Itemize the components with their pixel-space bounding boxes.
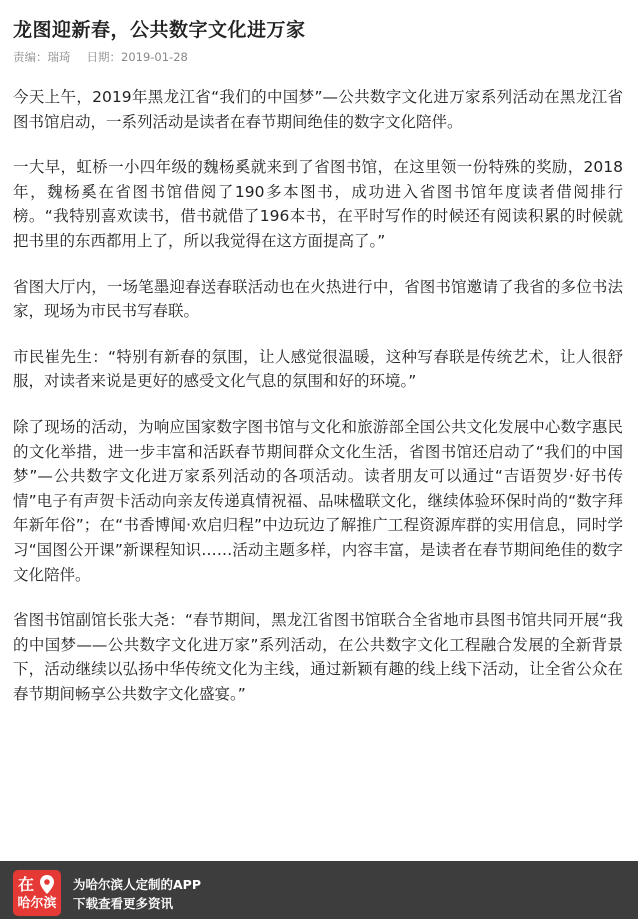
location-pin-icon [40,875,54,894]
article-paragraph: 省图书馆副馆长张大尧：“春节期间，黑龙江省图书馆联合全省地市县图书馆共同开展“我的中国梦——公共数字文化进万家”系列活动，在公共数字文化工程融合发展的全新背景下，活动继续以弘扬中华传统文化为主线，通过新颖有趣的线上线下活动，让全省公众在春节期间畅享公共数字文化盛宴。” [13,611,623,703]
banner-line-2: 下载查看更多资讯 [73,896,174,911]
article-paragraph: 市民崔先生：“特别有新春的氛围，让人感觉很温暖，这种写春联是传统艺术，让人很舒服，对读者来说是更好的感受文化气息的氛围和好的环境。” [13,347,623,391]
article-body [13,85,623,706]
banner-text[interactable] [73,875,201,913]
publish-date: 2019-01-28 [121,50,188,64]
editor-label: 责编： [13,50,48,64]
article-paragraph: 除了现场的活动，为响应国家数字图书馆与文化和旅游部全国公共文化发展中心数字惠民的文化举措，进一步丰富和活跃春节期间群众文化生活，省图书馆还启动了“我们的中国梦”—公共数字文化进万家系列活动的各项活动。读者朋友可以通过“吉语贺岁·好书传情”电子有声贺卡活动向亲友传递真情祝福、品味楹联文化，继续体验环保时尚的“数字拜年新年俗”；在“书香博闻·欢启归程”中边玩边了解推广工程资源库群的实用信息，同时学习“国图公开课”新课程知识……活动主题多样，内容丰富，是读者在春节期间绝佳的数字文化陪伴。 [13,417,623,584]
app-logo-name: 哈尔滨 [17,896,57,911]
article-paragraph: 今天上午，2019年黑龙江省“我们的中国梦”—公共数字文化进万家系列活动在黑龙江省图书馆启动，一系列活动是读者在春节期间绝佳的数字文化陪伴。 [13,88,623,131]
article-paragraph: 一大早，虹桥一小四年级的魏杨奚就来到了省图书馆，在这里领一份特殊的奖励，2018年，魏杨奚在省图书馆借阅了190多本图书，成功进入省图书馆年度读者借阅排行榜。“我特别喜欢读书，借书就借了196本书，在平时写作的时候还有阅读积累的时候就把书里的东西都用上了，所以我觉得在这方面提高了。” [13,158,623,250]
banner-line-1: 为哈尔滨人定制的APP [73,877,201,892]
app-logo[interactable] [13,870,61,916]
date-label: 日期： [86,50,121,64]
app-logo-char: 在 [18,875,35,894]
article-paragraph: 省图大厅内，一场笔墨迎春送春联活动也在火热进行中，省图书馆邀请了我省的多位书法家，现场为市民书写春联。 [13,277,623,321]
app-download-banner[interactable] [0,861,638,919]
editor-name: 瑞琦 [47,50,71,64]
article-title: 龙图迎新春，公共数字文化进万家 [13,19,306,41]
article-meta [13,49,623,65]
